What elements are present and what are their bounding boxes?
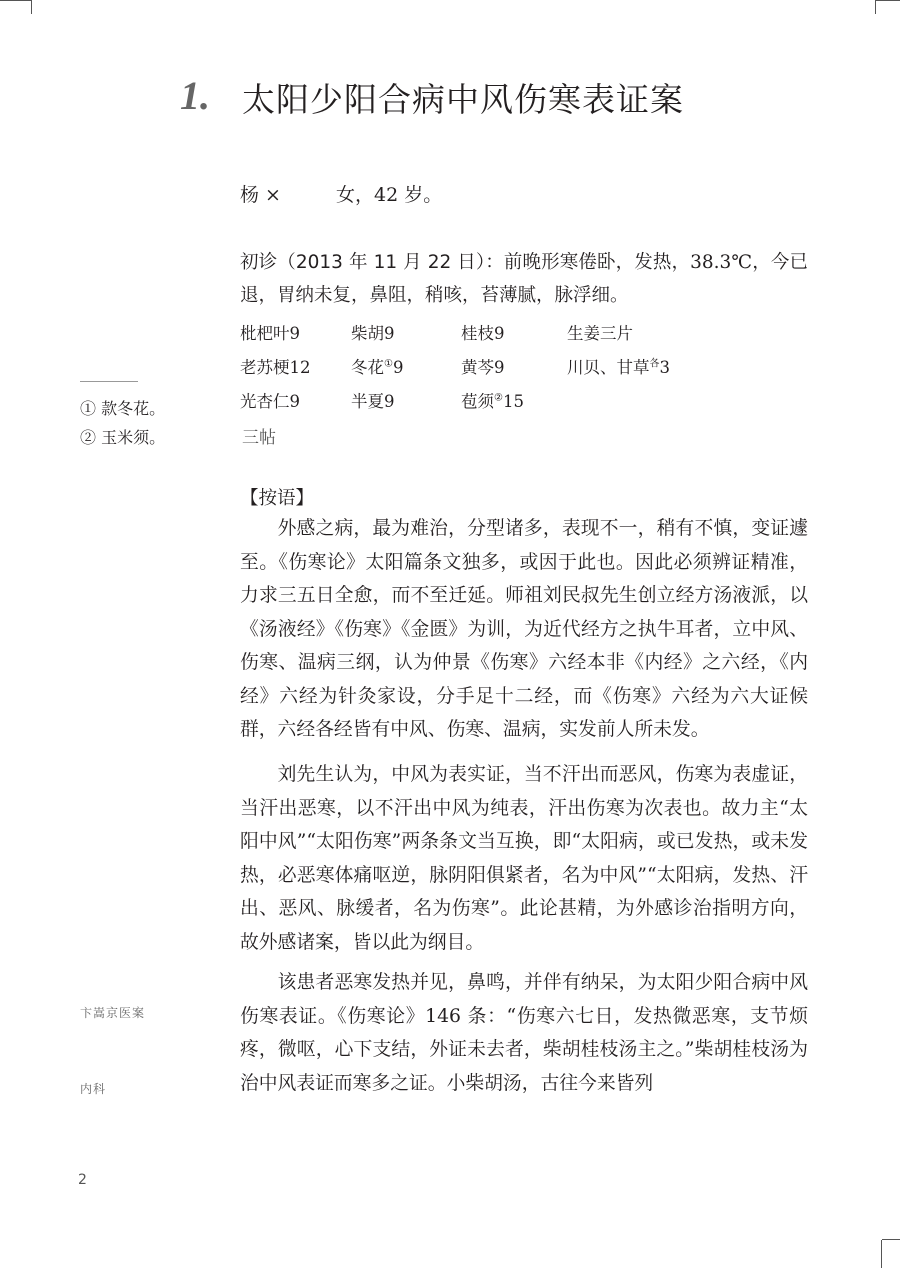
herb-item: 苞须②15 [461,392,524,411]
dosage-note: 三帖 [242,428,276,448]
herb-item: 黄芩9 [461,358,505,377]
crop-mark [875,0,876,14]
herb-item: 光杏仁9 [240,392,300,411]
footnote: ② 玉米须。 [80,428,166,447]
herb-item: 桂枝9 [461,324,505,343]
herb-item: 柴胡9 [351,324,395,343]
footnote-divider [80,381,138,382]
herb-item: 冬花①9 [351,358,404,377]
herb-item: 半夏9 [351,392,395,411]
commentary-paragraph: 刘先生认为，中风为表实证，当不汗出而恶风，伤寒为表虚证，当汗出恶寒，以不汗出中风为纯表，汗出伤寒为次表也。故力主“太阳中风”“太阳伤寒”两条条文当互换，即“太阳病，或已发热，或未发热，必恶寒体痛呕逆，脉阴阳俱紧者，名为中风”“太阳病，发热、汗出、恶风、脉缓者，名为伤寒”。此论甚精，为外感诊治指明方向，故外感诸案，皆以此为纲目。 [240,764,808,953]
visit-text: 前晚形寒倦卧，发热，38.3℃，今已退，胃纳未复，鼻阻，稍咳，苔薄腻，脉浮细。 [240,252,808,306]
page-number: 2 [78,1172,87,1188]
commentary-paragraph: 该患者恶寒发热并见，鼻鸣，并伴有纳呆，为太阳少阳合病中风伤寒表证。《伤寒论》146 条：“伤寒六七日，发热微恶寒，支节烦疼，微呕，心下支结，外证未去者，柴胡桂枝汤主之。”柴胡桂枝汤为治中风表证而寒多之证。小柴胡汤，古往今来皆列 [240,972,808,1094]
running-head-category: 内科 [80,1082,107,1096]
herb-item: 生姜三片 [567,324,633,343]
crop-mark [31,0,32,14]
crop-mark [882,1239,900,1240]
chapter-number: 1. [180,73,210,118]
herb-item: 枇杷叶9 [240,324,300,343]
crop-mark [881,1240,882,1268]
patient-info: 女，42 岁。 [336,184,443,206]
first-visit-record [240,246,808,312]
footnote: ① 款冬花。 [80,399,166,418]
crop-mark [876,0,900,1]
running-head-book: 卞嵩京医案 [80,1006,146,1020]
page-title: 太阳少阳合病中风伤寒表证案 [242,80,684,119]
herb-item: 川贝、甘草$^各$3 [567,358,670,377]
section-heading: 【按语】 [240,488,315,509]
herb-item: 老苏梗12 [240,358,311,377]
crop-mark [0,0,32,1]
visit-label: 初诊（2013 年 11 月 22 日）： [240,252,504,273]
patient-name: 杨 × [240,184,281,206]
commentary-paragraph: 外感之病，最为难治，分型诸多，表现不一，稍有不慎，变证遽至。《伤寒论》太阳篇条文独多，或因于此也。因此必须辨证精准，力求三五日全愈，而不至迁延。师祖刘民叔先生创立经方汤液派，以《汤液经》《伤寒》《金匮》为训，为近代经方之执牛耳者，立中风、伤寒、温病三纲，认为仲景《伤寒》六经本非《内经》之六经，《内经》六经为针灸家设，分手足十二经，而《伤寒》六经为六大证候群，六经各经皆有中风、伤寒、温病，实发前人所未发。 [240,518,808,740]
